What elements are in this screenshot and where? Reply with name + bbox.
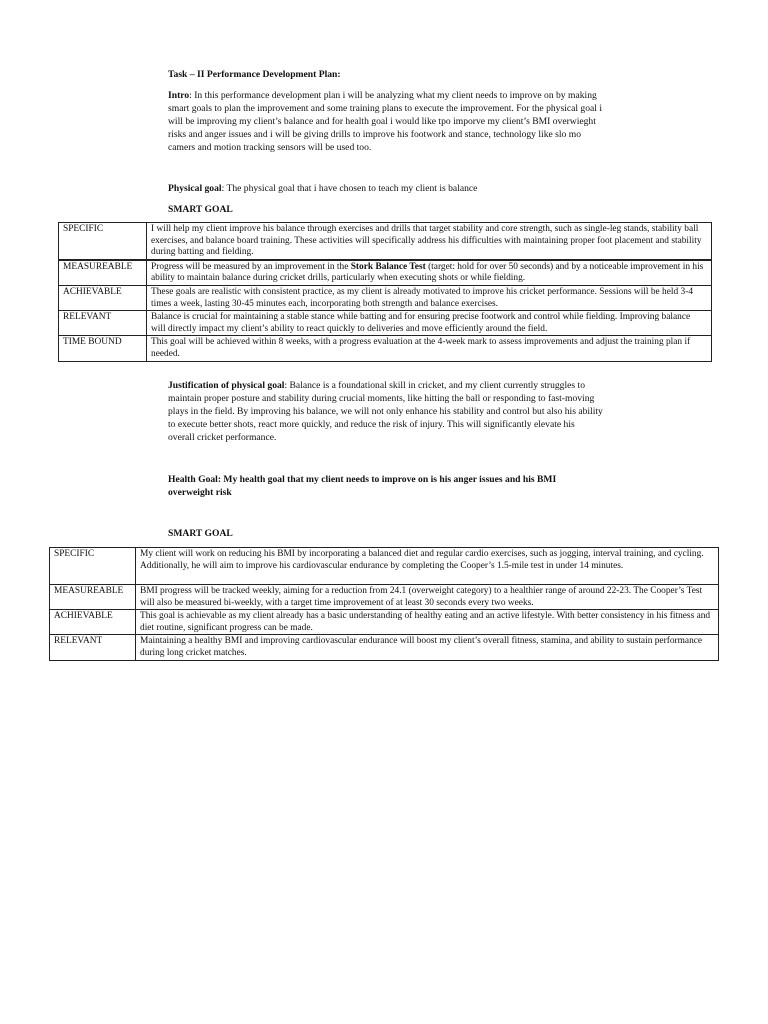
intro-text: : In this performance development plan i will be analyzing what my client needs to improve on by making smart goals to plan the improvement and some training plans to execute the improvement. For the physical goal i will be improving my client’s balance and for health goal i would like tpo imporve my client’s BMI overwieght risks and anger issues and i will be giving drills to improve his footwork and stance, technology like slo mo camers and motion tracking sensors will be used too. <box>168 90 603 153</box>
health-smart-table <box>49 547 719 661</box>
row-label-time-bound: TIME BOUND <box>59 336 147 361</box>
table-row <box>50 585 719 610</box>
row-text-specific: My client will work on reducing his BMI by incorporating a balanced diet and regular cardio exercises, such as jogging, interval training, and cycling. Additionally, he will aim to improve his cardiovascular endurance by completing the Cooper’s 1.5-mile test in under 14 minutes. <box>136 548 719 585</box>
justification-label: Justification of physical goal <box>168 380 285 391</box>
row-text-time-bound: This goal will be achieved within 8 weeks, with a progress evaluation at the 4-week mark to assess improvements and adjust the training plan if needed. <box>147 336 712 361</box>
row-label-relevant: RELEVANT <box>50 635 136 660</box>
row-label-specific: SPECIFIC <box>59 223 147 260</box>
intro-paragraph <box>168 89 603 154</box>
health-goal-line <box>168 473 603 499</box>
row-label-achievable: ACHIEVABLE <box>50 610 136 635</box>
table-row <box>59 285 712 310</box>
row-text-measureable: Progress will be measured by an improvement in the Stork Balance Test (target: hold for over 50 seconds) and by a noticeable improvement in his ability to maintain balance during cricket drills, particularly when executing shots or while fielding. <box>147 260 712 286</box>
table-row <box>59 336 712 361</box>
row-text-achievable: These goals are realistic with consistent practice, as my client is already motivated to improve his cricket performance. Sessions will be held 3-4 times a week, lasting 30-45 minutes each, incorporating both strength and balance exercises. <box>147 285 712 310</box>
health-goal-text: : My health goal that my client needs to improve on is his anger issues and his BMI overweight risk <box>168 474 557 498</box>
justification-text: : Balance is a foundational skill in cricket, and my client currently struggles to maintain proper posture and stability during crucial moments, like hitting the ball or responding to fast-moving plays in the field. By improving his balance, we will not only enhance his stability and control but also his ability to execute better shots, react more quickly, and reduce the risk of injury. This will significantly elevate his overall cricket performance. <box>168 380 603 443</box>
row-text-specific: I will help my client improve his balance through exercises and drills that target stability and core strength, such as single-leg stands, stability ball exercises, and balance board training. These activities will specifically address his difficulties with maintaining proper foot placement and stability during batting and fielding. <box>147 223 712 260</box>
physical-goal-line <box>168 182 603 195</box>
table-row <box>50 548 719 585</box>
table-row <box>59 311 712 336</box>
row-label-measureable: MEASUREABLE <box>50 585 136 610</box>
row-label-relevant: RELEVANT <box>59 311 147 336</box>
physical-goal-text: : The physical goal that i have chosen to teach my client is balance <box>221 183 478 194</box>
intro-label: Intro <box>168 90 190 101</box>
justification-paragraph <box>168 379 603 444</box>
health-smart-heading: SMART GOAL <box>168 528 233 539</box>
table-row <box>59 260 712 286</box>
physical-smart-heading: SMART GOAL <box>168 204 233 215</box>
health-goal-label: Health Goal <box>168 474 218 485</box>
row-text-achievable: This goal is achievable as my client already has a basic understanding of healthy eating and an active lifestyle. With better consistency in his fitness and diet routine, significant progress can be made. <box>136 610 719 635</box>
table-row <box>59 223 712 260</box>
row-text-relevant: Maintaining a healthy BMI and improving cardiovascular endurance will boost my client’s overall fitness, stamina, and ability to sustain performance during long cricket matches. <box>136 635 719 660</box>
table-row <box>50 610 719 635</box>
row-text-measureable: BMI progress will be tracked weekly, aiming for a reduction from 24.1 (overweight category) to a healthier range of around 22-23. The Cooper’s Test will also be measured bi-weekly, with a target time improvement of at least 30 seconds every two weeks. <box>136 585 719 610</box>
physical-smart-table <box>58 222 712 362</box>
physical-goal-label: Physical goal <box>168 183 222 194</box>
row-label-specific: SPECIFIC <box>50 548 136 585</box>
row-label-achievable: ACHIEVABLE <box>59 285 147 310</box>
row-label-measureable: MEASUREABLE <box>59 260 147 286</box>
row-text-relevant: Balance is crucial for maintaining a stable stance while batting and for ensuring precise footwork and control while fielding. Improving balance will directly impact my client’s ability to react quickly to deliveries and move efficiently around the field. <box>147 311 712 336</box>
table-row <box>50 635 719 660</box>
document-title: Task – II Performance Development Plan: <box>168 69 341 80</box>
